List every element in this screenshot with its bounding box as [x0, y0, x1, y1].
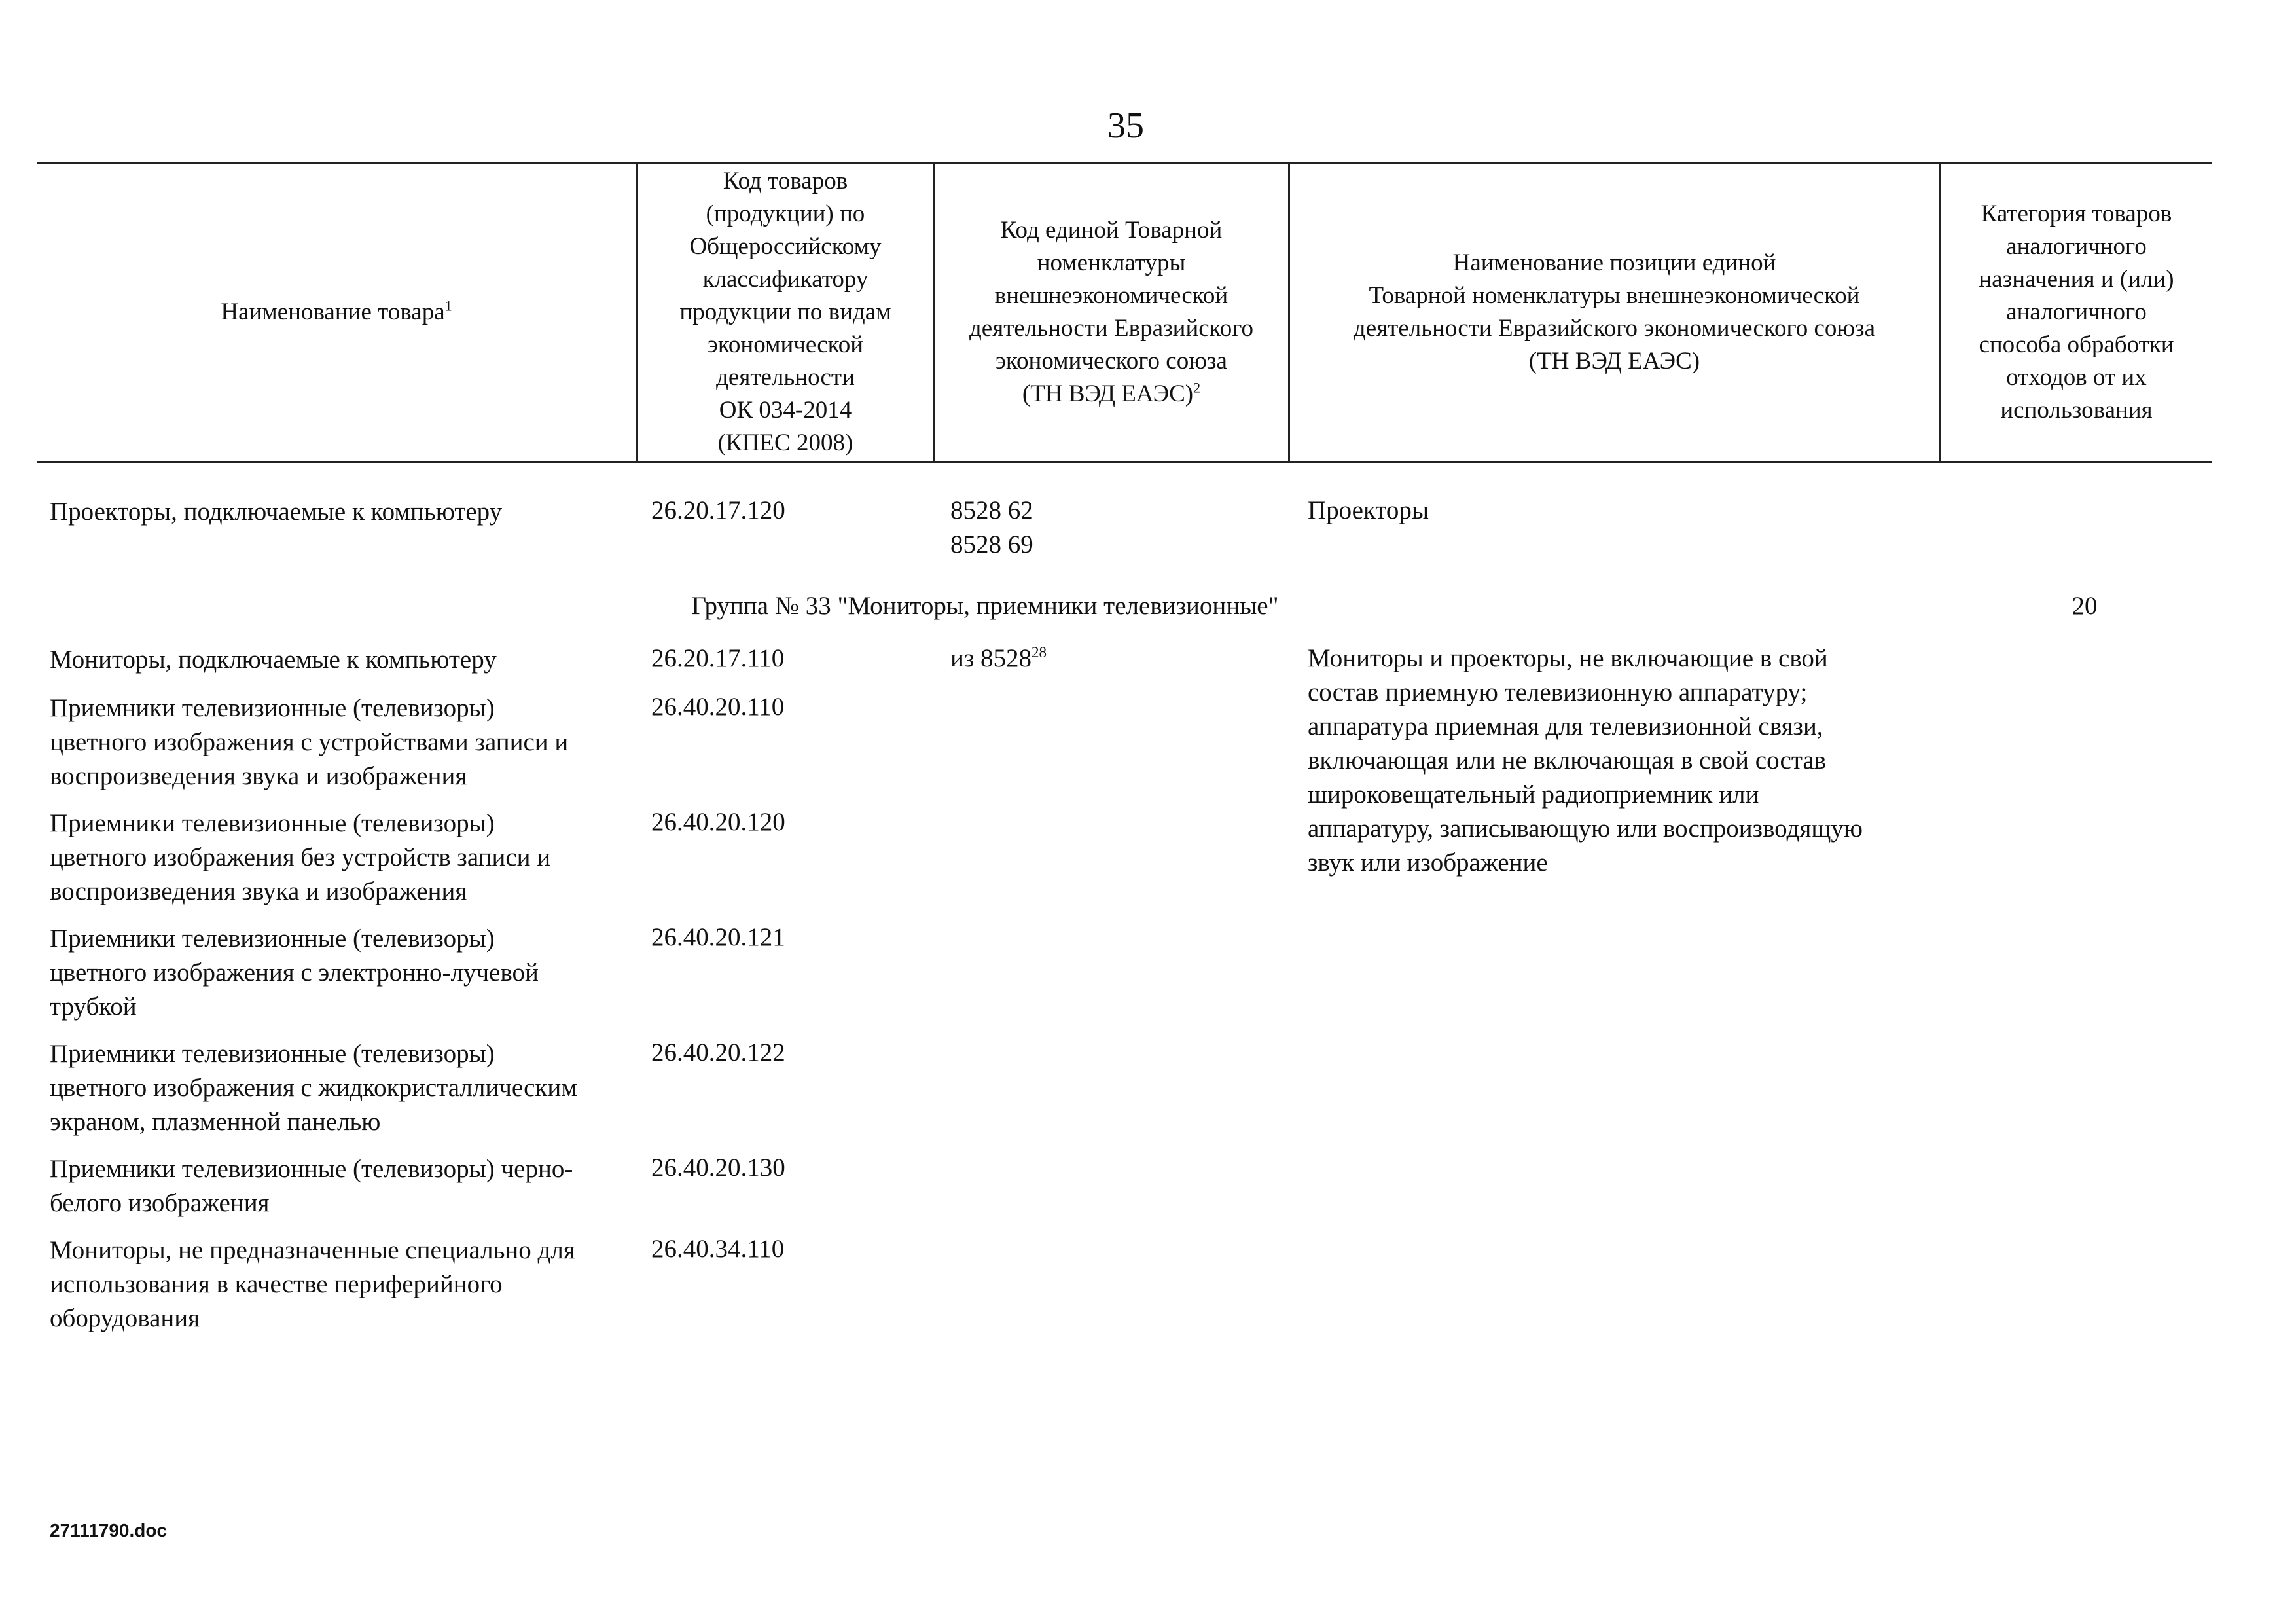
table-row-name: Приемники телевизионные (телевизоры) цветного изображения с электронно-лучевой трубкой [50, 924, 539, 1021]
table-row-name: Приемники телевизионные (телевизоры) цветного изображения без устройств записи и воспроизведения звука и изображения [50, 809, 551, 905]
header-tnved-code: Код единой Товарной номенклатуры внешнеэкономической деятельности Евразийского экономического союза (ТН ВЭД ЕАЭС)$^2$ [969, 217, 1254, 407]
group-position-description: Мониторы и проекторы, не включающие в свой состав приемную телевизионную аппаратуру; аппаратура приемная для телевизионной связи, включающая или не включающая в свой состав широковещательный радиоприемник или аппаратуру, записывающую или воспроизводящую звук или изображение [1308, 644, 1863, 877]
group-category: 20 [2072, 592, 2098, 620]
table-row-name: Мониторы, подключаемые к компьютеру [50, 646, 497, 674]
header-tnved-position: Наименование позиции единой Товарной номенклатуры внешнеэкономической деятельности Евразийского экономического союза (ТН ВЭД ЕАЭС) [1353, 249, 1876, 374]
row-projectors-name: Проекторы, подключаемые к компьютеру [50, 498, 503, 526]
table-row-okpd: 26.40.34.110 [651, 1235, 785, 1263]
group-tnved-code: из 8528$^{28}$ [950, 644, 1047, 672]
group-title: Группа № 33 "Мониторы, приемники телевизионные" [691, 592, 1279, 620]
table-row-okpd: 26.40.20.120 [651, 808, 785, 836]
header-product-name: Наименование товара$^1$ [221, 297, 452, 325]
table-row-okpd: 26.40.20.130 [651, 1154, 785, 1182]
table-header-bottom-rule [37, 461, 2212, 463]
header-category: Категория товаров аналогичного назначения и (или) аналогичного способа обработки отходов от их использования [1979, 200, 2174, 424]
table-row-name: Приемники телевизионные (телевизоры) черно- белого изображения [50, 1155, 573, 1217]
table-row-name: Приемники телевизионные (телевизоры) цветного изображения с устройствами записи и воспроизведения звука и изображения [50, 694, 569, 790]
table-row-okpd: 26.20.17.110 [651, 644, 785, 672]
row-projectors-position: Проекторы [1308, 496, 1429, 524]
table-row-name: Мониторы, не предназначенные специально для использования в качестве периферийного оборудования [50, 1236, 575, 1332]
header-okpd-code: Код товаров (продукции) по Общероссийскому классификатору продукции по видам экономической деятельности ОК 034-2014 (КПЕС 2008) [679, 168, 891, 456]
row-projectors-tnved: 8528 62 8528 69 [950, 496, 1033, 558]
table-row-okpd: 26.40.20.110 [651, 693, 785, 721]
footer-filename: 27111790.doc [50, 1520, 168, 1541]
table-row-okpd: 26.40.20.121 [651, 923, 785, 951]
row-projectors-okpd: 26.20.17.120 [651, 496, 785, 524]
table-row-name: Приемники телевизионные (телевизоры) цветного изображения с жидкокристаллическим экраном, плазменной панелью [50, 1040, 577, 1136]
page-number: 35 [1107, 105, 1144, 146]
table-row-okpd: 26.40.20.122 [651, 1038, 785, 1067]
